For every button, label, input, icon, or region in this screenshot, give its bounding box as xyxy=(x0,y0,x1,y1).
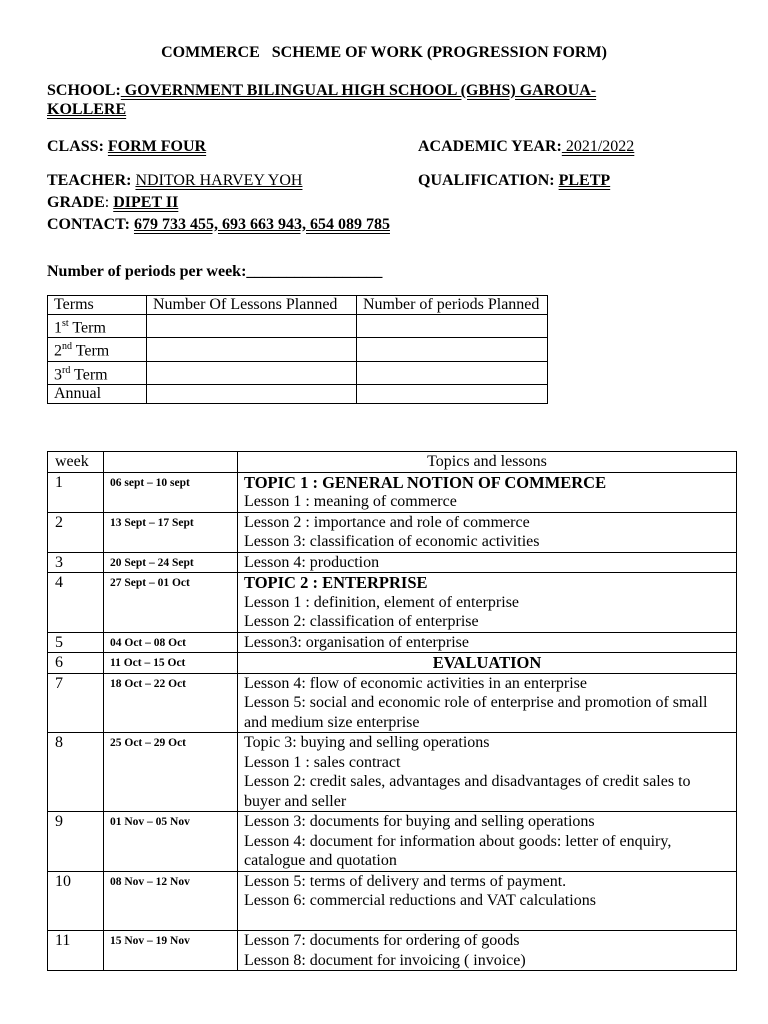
week-topics xyxy=(238,673,737,733)
periods-per-week-blank: _________________ xyxy=(246,263,383,280)
terms-header-lessons: Number Of Lessons Planned xyxy=(147,296,357,315)
week-number: 3 xyxy=(48,552,104,573)
table-row xyxy=(48,673,737,733)
week-dates: 20 Sept – 24 Sept xyxy=(104,552,238,573)
teacher-label: TEACHER: xyxy=(47,172,136,189)
schedule-header-topics: Topics and lessons xyxy=(238,452,737,473)
term-periods-cell xyxy=(357,315,548,338)
school-label: SCHOOL: xyxy=(47,82,121,99)
terms-header-periods: Number of periods Planned xyxy=(357,296,548,315)
week-dates: 01 Nov – 05 Nov xyxy=(104,812,238,872)
week-topics xyxy=(238,472,737,512)
table-row xyxy=(48,384,548,403)
term-lessons-cell xyxy=(147,338,357,361)
week-dates: 15 Nov – 19 Nov xyxy=(104,931,238,971)
grade-value: DIPET II xyxy=(113,194,179,211)
term-label: 1st Term xyxy=(48,315,147,338)
academic-year-label: ACADEMIC YEAR: xyxy=(418,138,562,155)
lesson-line: Lesson 2 : importance and role of commerce xyxy=(244,513,530,531)
lesson-line: Lesson 3: classification of economic activities xyxy=(244,533,540,550)
schedule-header-dates xyxy=(104,452,238,473)
table-row xyxy=(48,733,737,812)
term-periods-cell xyxy=(357,361,548,384)
table-row xyxy=(48,653,737,674)
week-topics xyxy=(238,812,737,872)
week-topics xyxy=(238,653,737,674)
lesson-line: Lesson 3: documents for buying and selling operations xyxy=(244,813,595,830)
lesson-line: Lesson 4: flow of economic activities in an enterprise xyxy=(244,674,588,692)
week-number: 10 xyxy=(48,871,104,931)
schedule-header-week: week xyxy=(48,452,104,473)
lesson-line: Lesson 1 : meaning of commerce xyxy=(244,493,457,510)
qualification-label: QUALIFICATION: xyxy=(418,172,559,189)
periods-per-week-line xyxy=(47,262,382,281)
teacher-line xyxy=(47,171,302,190)
week-topics xyxy=(238,871,737,931)
lesson-line: Lesson 6: commercial reductions and VAT calculations xyxy=(244,892,596,909)
term-lessons-cell xyxy=(147,315,357,338)
table-row xyxy=(48,812,737,872)
table-row xyxy=(48,552,737,573)
contact-line xyxy=(47,215,390,234)
page-title: COMMERCE SCHEME OF WORK (PROGRESSION FORM) xyxy=(161,44,607,61)
week-dates: 11 Oct – 15 Oct xyxy=(104,653,238,674)
grade-sep: : xyxy=(104,194,114,211)
term-label: 2nd Term xyxy=(48,338,147,361)
terms-header-row xyxy=(48,296,548,315)
week-number: 7 xyxy=(48,673,104,733)
lesson-line: Lesson 4: document for information about goods: letter of enquiry, catalogue and quotation xyxy=(244,832,672,869)
school-name: GOVERNMENT BILINGUAL HIGH SCHOOL (GBHS) GAROUA- xyxy=(120,82,597,99)
lesson-line: Lesson 5: social and economic role of enterprise and promotion of small and medium size enterprise xyxy=(244,694,708,731)
week-number: 6 xyxy=(48,653,104,674)
table-row xyxy=(48,512,737,552)
grade-line xyxy=(47,193,178,212)
week-topics xyxy=(238,573,737,633)
week-number: 9 xyxy=(48,812,104,872)
term-periods-cell xyxy=(357,338,548,361)
week-number: 2 xyxy=(48,512,104,552)
table-row xyxy=(48,931,737,971)
academic-year-line xyxy=(418,137,634,156)
week-number: 8 xyxy=(48,733,104,812)
week-topics xyxy=(238,632,737,653)
term-lessons-cell xyxy=(147,384,357,403)
table-row xyxy=(48,573,737,633)
topic-heading: EVALUATION xyxy=(432,653,542,672)
grade-label: GRADE xyxy=(47,194,105,211)
week-number: 5 xyxy=(48,632,104,653)
academic-year-value: 2021/2022 xyxy=(561,138,635,155)
lesson-line: Lesson 7: documents for ordering of goods xyxy=(244,932,520,949)
week-dates: 04 Oct – 08 Oct xyxy=(104,632,238,653)
periods-per-week-label: Number of periods per week: xyxy=(47,263,247,280)
week-number: 4 xyxy=(48,573,104,633)
schedule-table xyxy=(47,451,737,971)
week-topics xyxy=(238,733,737,812)
lesson-line xyxy=(244,911,730,931)
lesson-line: Lesson 1 : sales contract xyxy=(244,753,401,771)
school-line xyxy=(47,81,737,119)
week-dates: 25 Oct – 29 Oct xyxy=(104,733,238,812)
qualification-value: PLETP xyxy=(558,172,611,189)
table-row xyxy=(48,632,737,653)
week-number: 11 xyxy=(48,931,104,971)
table-row xyxy=(48,338,548,361)
lesson-line: Lesson 8: document for invoicing ( invoice) xyxy=(244,951,526,969)
week-number: 1 xyxy=(48,472,104,512)
lesson-line: Topic 3: buying and selling operations xyxy=(244,734,490,751)
lesson-line: Lesson 1 : definition, element of enterprise xyxy=(244,593,520,611)
terms-table xyxy=(47,295,548,404)
week-topics xyxy=(238,931,737,971)
lesson-line: Lesson 4: production xyxy=(244,553,380,571)
term-label: 3rd Term xyxy=(48,361,147,384)
table-row xyxy=(48,871,737,931)
teacher-value: NDITOR HARVEY YOH xyxy=(135,172,303,189)
table-row xyxy=(48,315,548,338)
lesson-line: Lesson 2: credit sales, advantages and disadvantages of credit sales to buyer and seller xyxy=(244,773,691,810)
term-lessons-cell xyxy=(147,361,357,384)
contact-label: CONTACT: xyxy=(47,216,134,233)
lesson-line: Lesson3: organisation of enterprise xyxy=(244,633,469,651)
week-dates: 18 Oct – 22 Oct xyxy=(104,673,238,733)
schedule-header-row xyxy=(48,452,737,473)
week-topics xyxy=(238,512,737,552)
qualification-line xyxy=(418,171,610,190)
lesson-line: Lesson 2: classification of enterprise xyxy=(244,613,479,630)
class-label: CLASS: xyxy=(47,138,108,155)
week-dates: 06 sept – 10 sept xyxy=(104,472,238,512)
week-dates: 08 Nov – 12 Nov xyxy=(104,871,238,931)
week-topics xyxy=(238,552,737,573)
week-dates: 27 Sept – 01 Oct xyxy=(104,573,238,633)
table-row xyxy=(48,361,548,384)
term-periods-cell xyxy=(357,384,548,403)
topic-heading: TOPIC 1 : GENERAL NOTION OF COMMERCE xyxy=(244,472,607,492)
term-label: Annual xyxy=(48,384,147,403)
lesson-line: Lesson 5: terms of delivery and terms of payment. xyxy=(244,872,567,890)
week-dates: 13 Sept – 17 Sept xyxy=(104,512,238,552)
table-row xyxy=(48,472,737,512)
class-line xyxy=(47,137,206,156)
contact-value: 679 733 455, 693 663 943, 654 089 785 xyxy=(133,216,390,233)
topic-heading: TOPIC 2 : ENTERPRISE xyxy=(244,573,428,592)
terms-header-terms: Terms xyxy=(48,296,147,315)
school-name-cont: KOLLERE xyxy=(47,101,127,118)
class-value: FORM FOUR xyxy=(107,138,207,155)
